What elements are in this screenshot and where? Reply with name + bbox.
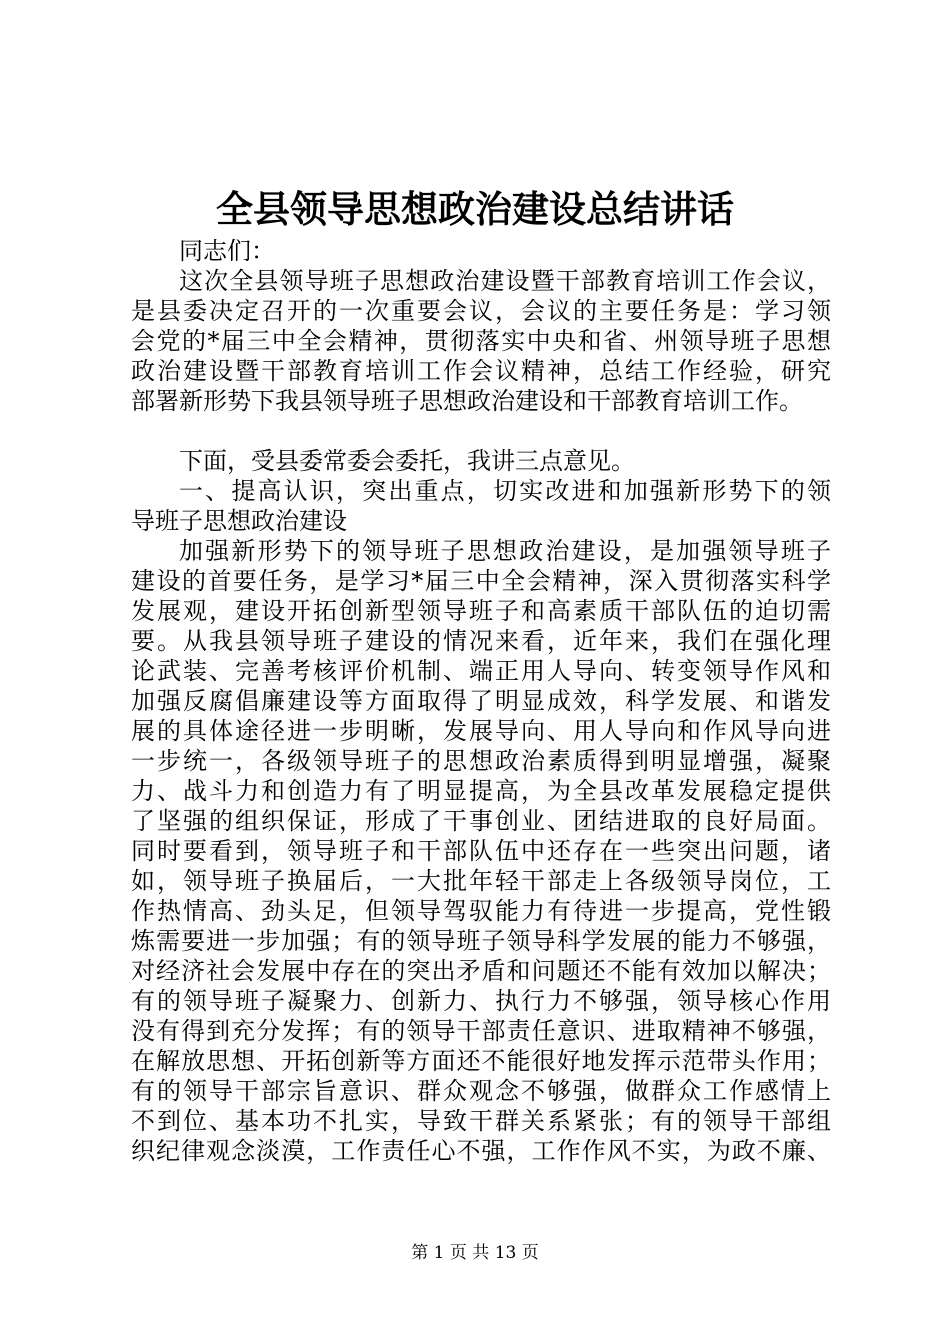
paragraph-2: 下面，受县委常委会委托，我讲三点意见。 [179, 447, 635, 475]
text-line: 一、提高认识，突出重点，切实改进和加强新形势下的领 [179, 477, 831, 505]
text-line: 如，领导班子换届后，一大批年轻干部走上各级领导岗位，工 [131, 867, 831, 895]
text-line: 了坚强的组织保证，形成了干事创业、团结进取的良好局面。 [131, 807, 831, 835]
text-line: 加强反腐倡廉建设等方面取得了明显成效，科学发展、和谐发 [131, 687, 831, 715]
text-line: 有的领导班子凝聚力、创新力、执行力不够强，领导核心作用 [131, 987, 831, 1015]
paragraph-3 [131, 536, 831, 1166]
text-line: 要。从我县领导班子建设的情况来看，近年来，我们在强化理 [131, 627, 831, 655]
page-footer: 第 1 页 共 13 页 [411, 1243, 539, 1263]
text-line: 织纪律观念淡漠，工作责任心不强，工作作风不实，为政不廉、 [131, 1137, 831, 1165]
section-heading-1 [131, 476, 831, 536]
text-line: 部署新形势下我县领导班子思想政治建设和干部教育培训工作。 [131, 387, 803, 415]
text-line: 论武装、完善考核评价机制、端正用人导向、转变领导作风和 [131, 657, 831, 685]
salutation: 同志们： [179, 237, 275, 265]
text-line: 同时要看到，领导班子和干部队伍中还存在一些突出问题，诸 [131, 837, 831, 865]
text-line: 不到位、基本功不扎实，导致干群关系紧张；有的领导干部组 [131, 1107, 831, 1135]
page-title: 全县领导思想政治建设总结讲话 [216, 187, 734, 231]
text-line: 建设的首要任务，是学习*届三中全会精神，深入贯彻落实科学 [131, 567, 831, 595]
text-line: 作热情高、劲头足，但领导驾驭能力有待进一步提高，党性锻 [131, 897, 831, 925]
text-line: 这次全县领导班子思想政治建设暨干部教育培训工作会议， [179, 267, 831, 295]
text-line: 展的具体途径进一步明晰，发展导向、用人导向和作风导向进 [131, 717, 831, 745]
text-line: 力、战斗力和创造力有了明显提高，为全县改革发展稳定提供 [131, 777, 831, 805]
text-line: 没有得到充分发挥；有的领导干部责任意识、进取精神不够强， [131, 1017, 831, 1045]
paragraph-gap [131, 416, 831, 446]
text-line: 炼需要进一步加强；有的领导班子领导科学发展的能力不够强， [131, 927, 831, 955]
text-line: 对经济社会发展中存在的突出矛盾和问题还不能有效加以解决； [131, 957, 831, 985]
text-line: 发展观，建设开拓创新型领导班子和高素质干部队伍的迫切需 [131, 597, 831, 625]
paragraph-1 [131, 266, 831, 416]
text-line: 加强新形势下的领导班子思想政治建设，是加强领导班子 [179, 537, 831, 565]
text-line: 有的领导干部宗旨意识、群众观念不够强，做群众工作感情上 [131, 1077, 831, 1105]
text-line: 会党的*届三中全会精神，贯彻落实中央和省、州领导班子思想 [131, 327, 831, 355]
text-line: 是县委决定召开的一次重要会议，会议的主要任务是：学习领 [131, 297, 831, 325]
document-body [131, 236, 831, 1166]
text-line: 导班子思想政治建设 [131, 507, 347, 535]
text-line: 在解放思想、开拓创新等方面还不能很好地发挥示范带头作用； [131, 1047, 831, 1075]
text-line: 政治建设暨干部教育培训工作会议精神，总结工作经验，研究 [131, 357, 831, 385]
text-line: 一步统一，各级领导班子的思想政治素质得到明显增强，凝聚 [131, 747, 831, 775]
